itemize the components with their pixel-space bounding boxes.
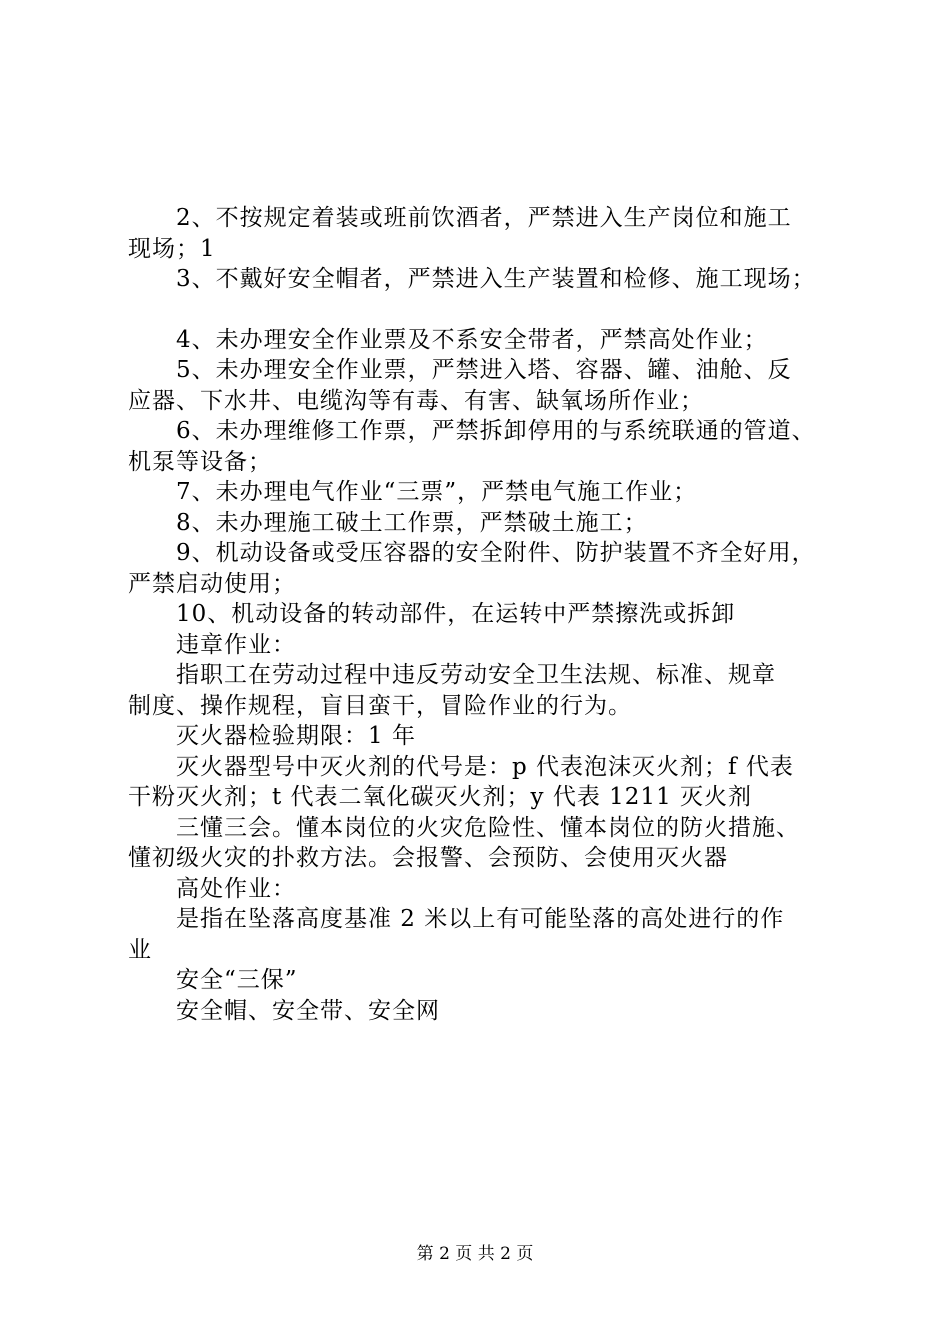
paragraph-line: 严禁启动使用； [128, 570, 296, 597]
paragraph-line: 懂初级火灾的扑救方法。会报警、会预防、会使用灭火器 [128, 845, 728, 871]
paragraph-line: 指职工在劳动过程中违反劳动安全卫生法规、标准、规章 [176, 662, 776, 688]
paragraph-line: 7、未办理电气作业“三票”，严禁电气施工作业； [176, 479, 698, 505]
paragraph-line: 安全帽、安全带、安全网 [176, 997, 440, 1024]
paragraph-line: 5、未办理安全作业票，严禁进入塔、容器、罐、油舱、反 [176, 357, 792, 383]
paragraph-line: 4、未办理安全作业票及不系安全带者，严禁高处作业； [176, 326, 768, 353]
paragraph-line: 2、不按规定着装或班前饮酒者，严禁进入生产岗位和施工 [176, 205, 792, 231]
paragraph-line: 机泵等设备； [128, 448, 272, 475]
paragraph-line: 业 [128, 936, 152, 963]
paragraph-line: 6、未办理维修工作票，严禁拆卸停用的与系统联通的管道、 [176, 418, 816, 444]
section-heading: 违章作业： [176, 631, 296, 658]
section-heading: 安全“三保” [176, 967, 298, 993]
paragraph-line: 8、未办理施工破土工作票，严禁破土施工； [176, 509, 648, 536]
paragraph-line: 灭火器检验期限：1 年 [176, 723, 416, 749]
paragraph-line: 9、机动设备或受压容器的安全附件、防护装置不齐全好用， [176, 540, 816, 566]
paragraph-line: 三懂三会。懂本岗位的火灾危险性、懂本岗位的防火措施、 [176, 814, 800, 841]
paragraph-line: 是指在坠落高度基准 2 米以上有可能坠落的高处进行的作 [176, 906, 785, 932]
page-number-footer: 第 2 页 共 2 页 [416, 1244, 534, 1264]
paragraph-line: 灭火器型号中灭火剂的代号是：p 代表泡沫灭火剂；f 代表 [176, 753, 794, 780]
paragraph-line: 应器、下水井、电缆沟等有毒、有害、缺氧场所作业； [128, 387, 704, 414]
paragraph-line: 制度、操作规程，盲目蛮干，冒险作业的行为。 [128, 692, 632, 719]
document-body [128, 203, 843, 1026]
paragraph-line: 3、不戴好安全帽者，严禁进入生产装置和检修、施工现场； [176, 266, 816, 292]
paragraph-line: 现场；1 [128, 235, 216, 262]
paragraph-line: 10、机动设备的转动部件，在运转中严禁擦洗或拆卸 [176, 601, 736, 627]
paragraph-gap [128, 295, 843, 325]
paragraph-line: 干粉灭火剂；t 代表二氧化碳灭火剂；y 代表 1211 灭火剂 [128, 784, 753, 810]
section-heading: 高处作业： [176, 875, 296, 902]
